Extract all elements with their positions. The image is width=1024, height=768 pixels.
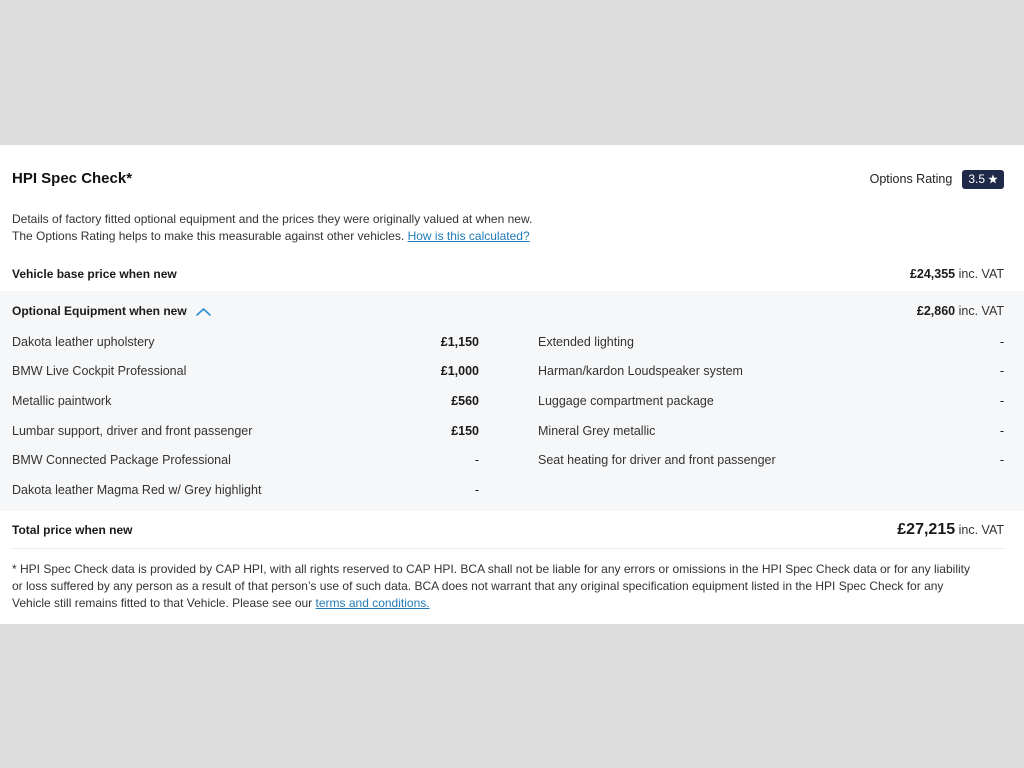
equipment-price: -: [999, 453, 1004, 468]
equipment-name: Extended lighting: [538, 334, 634, 349]
equipment-name: Metallic paintwork: [12, 393, 112, 408]
equipment-name: Dakota leather Magma Red w/ Grey highlight: [12, 482, 262, 497]
footnote-paragraph: [12, 561, 982, 612]
description-text: The Options Rating helps to make this measurable against other vehicles.: [12, 229, 405, 243]
equipment-price: £560: [451, 393, 479, 408]
equipment-item: [12, 386, 479, 416]
equipment-item: [538, 445, 1004, 475]
description-line-1: Details of factory fitted optional equipment and the prices they were originally valued at when new.: [12, 212, 533, 226]
description-line-2: [12, 228, 1004, 245]
base-price-row: [0, 245, 1024, 291]
equipment-price: -: [474, 482, 479, 497]
equipment-price: -: [474, 453, 479, 468]
panel-title: HPI Spec Check*: [12, 170, 133, 187]
equipment-item: [538, 357, 1004, 387]
total-price-row: [0, 511, 1024, 548]
footnote-text: * HPI Spec Check data is provided by CAP HPI, with all rights reserved to CAP HPI. BCA shall not be liable for any errors or omissions in the HPI Spec Check data or for any liability or loss suffered by any person as a result of that person’s use of such data. BCA does not warrant that any original specification equipment listed in the HPI Spec Check for any Vehicle still remains fitted to that Vehicle. Please see our: [12, 562, 970, 610]
panel-header: [0, 145, 1024, 211]
chevron-up-icon[interactable]: [196, 307, 211, 316]
total-price-suffix: inc. VAT: [958, 522, 1004, 537]
optional-equipment-suffix: inc. VAT: [958, 304, 1004, 318]
base-price-amount: £24,355: [909, 267, 956, 281]
base-price-value: [910, 264, 1004, 284]
equipment-column-right: [538, 327, 1004, 505]
equipment-list: [0, 327, 1024, 505]
optional-equipment-toggle[interactable]: [12, 301, 211, 321]
equipment-column-left: [12, 327, 479, 505]
equipment-name: BMW Connected Package Professional: [12, 453, 231, 468]
base-price-suffix: inc. VAT: [958, 267, 1004, 281]
options-rating-label: Options Rating: [869, 172, 953, 186]
total-price-amount: £27,215: [897, 520, 956, 538]
equipment-item: [538, 416, 1004, 446]
optional-equipment-section: [0, 291, 1024, 511]
optional-equipment-amount: £2,860: [916, 304, 956, 318]
total-price-value: [897, 520, 1004, 540]
equipment-price: £150: [451, 423, 479, 438]
base-price-label: Vehicle base price when new: [12, 267, 177, 281]
optional-equipment-value: [917, 301, 1004, 321]
equipment-item: [12, 327, 479, 357]
options-rating: [870, 169, 1004, 189]
terms-and-conditions-link[interactable]: terms and conditions.: [315, 596, 430, 610]
star-icon: [988, 174, 998, 184]
hpi-spec-check-panel: [0, 145, 1024, 624]
equipment-name: Dakota leather upholstery: [12, 334, 155, 349]
rating-value: 3.5: [968, 171, 985, 186]
equipment-price: £1,000: [440, 364, 479, 379]
equipment-name: Lumbar support, driver and front passenger: [12, 423, 253, 438]
how-calculated-link[interactable]: How is this calculated?: [407, 229, 530, 243]
equipment-price: -: [999, 334, 1004, 349]
equipment-name: Harman/kardon Loudspeaker system: [538, 364, 743, 379]
equipment-item: [12, 416, 479, 446]
optional-equipment-header: [0, 291, 1024, 327]
total-price-label: Total price when new: [12, 522, 133, 537]
equipment-name: Mineral Grey metallic: [538, 423, 656, 438]
equipment-item: [538, 386, 1004, 416]
equipment-item: [12, 475, 479, 505]
equipment-name: Seat heating for driver and front passenger: [538, 453, 776, 468]
equipment-price: -: [999, 393, 1004, 408]
optional-equipment-label: Optional Equipment when new: [12, 304, 187, 318]
equipment-price: -: [999, 364, 1004, 379]
equipment-item: [538, 327, 1004, 357]
equipment-price: -: [999, 423, 1004, 438]
footnote: [0, 549, 1024, 624]
equipment-name: Luggage compartment package: [538, 393, 714, 408]
description: [0, 211, 1024, 245]
equipment-item: [12, 445, 479, 475]
equipment-price: £1,150: [440, 334, 479, 349]
equipment-name: BMW Live Cockpit Professional: [12, 364, 187, 379]
equipment-item: [12, 357, 479, 387]
rating-badge: [962, 170, 1004, 189]
